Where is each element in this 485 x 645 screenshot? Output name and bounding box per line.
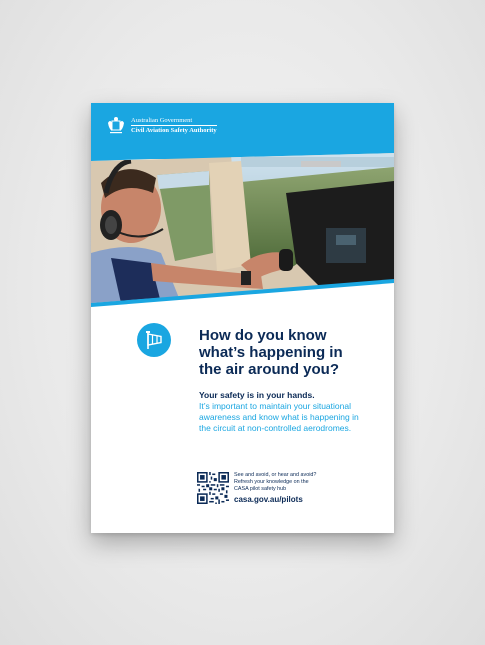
windsock-icon bbox=[143, 329, 165, 351]
headline-line: the air around you? bbox=[199, 361, 340, 378]
body-line: awareness and know what is happening in bbox=[199, 412, 359, 422]
qr-code-icon[interactable] bbox=[197, 472, 229, 504]
banner-divider bbox=[91, 149, 394, 165]
poster-sheet bbox=[91, 103, 394, 533]
qr-caption-line: Refresh your knowledge on the bbox=[234, 479, 309, 485]
poster-body bbox=[199, 401, 384, 434]
body-line: the circuit at non-controlled aerodromes. bbox=[199, 423, 352, 433]
body-line: It’s important to maintain your situational bbox=[199, 401, 351, 411]
poster-headline bbox=[199, 327, 384, 378]
qr-caption-line: CASA pilot safety hub bbox=[234, 486, 287, 492]
government-wordmark bbox=[131, 117, 217, 135]
org-name-line2: Civil Aviation Safety Authority bbox=[131, 127, 217, 135]
headline-line: How do you know bbox=[199, 327, 327, 344]
org-name-line1: Australian Government bbox=[131, 117, 193, 124]
headline-line: what’s happening in bbox=[199, 344, 343, 361]
windsock-badge bbox=[137, 323, 171, 357]
website-link[interactable]: casa.gov.au/pilots bbox=[234, 495, 303, 504]
qr-caption-line: See and avoid, or hear and avoid? bbox=[234, 472, 317, 478]
coat-of-arms-icon bbox=[105, 115, 127, 137]
photo-bottom-stripe bbox=[91, 279, 394, 309]
qr-caption bbox=[234, 472, 316, 493]
poster-subhead: Your safety is in your hands. bbox=[199, 390, 315, 400]
